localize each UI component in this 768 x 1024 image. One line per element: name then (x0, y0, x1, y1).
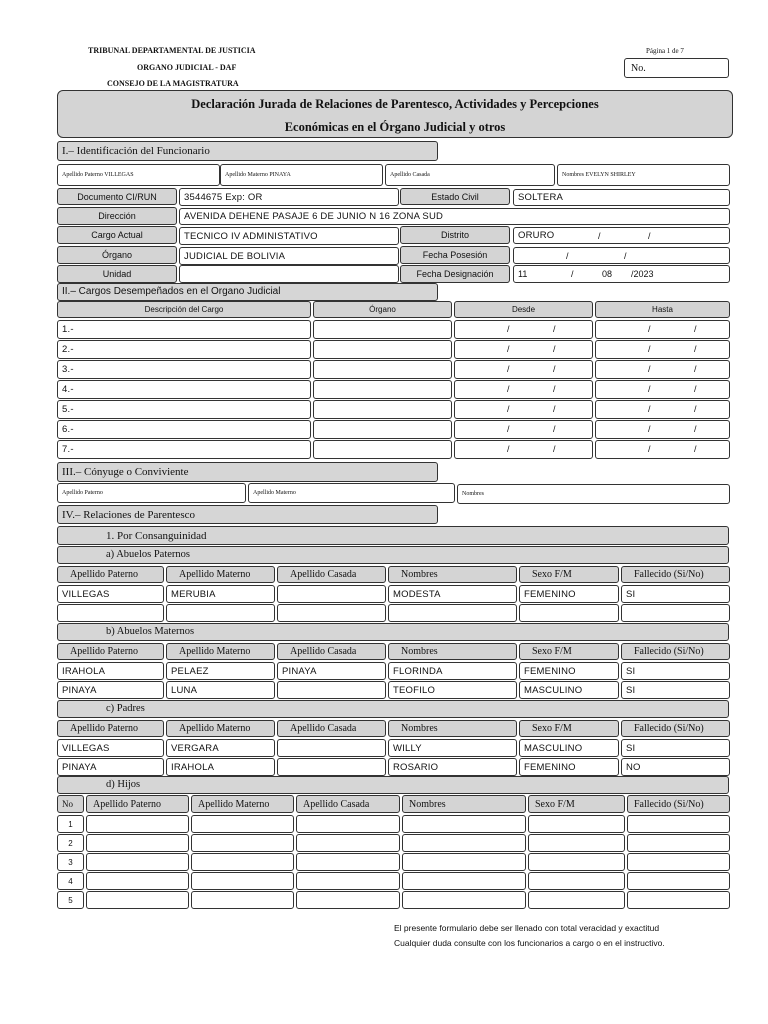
hijo-fallecido-field[interactable] (627, 872, 730, 890)
hijo-nombres-field[interactable] (402, 815, 526, 833)
hijo-nombres-field[interactable] (402, 891, 526, 909)
unidad-label: Unidad (57, 265, 177, 283)
cargo-hasta-field[interactable] (595, 440, 730, 459)
col-hasta: Hasta (595, 301, 730, 318)
hijo-sexo-field[interactable] (528, 834, 625, 852)
cargo-hasta-field[interactable] (595, 380, 730, 399)
hijo-apellido-casada-field[interactable] (296, 872, 400, 890)
abuelos-paternos-nombres-field[interactable]: MODESTA (388, 585, 517, 603)
date-separator: / (571, 269, 574, 279)
hijo-fallecido-field[interactable] (627, 815, 730, 833)
date-separator: / (553, 444, 556, 454)
organo-label: Órgano (57, 246, 177, 264)
direccion-field[interactable]: AVENIDA DEHENE PASAJE 6 DE JUNIO N 16 ZONA SUD (179, 208, 730, 225)
abuelos-paternos-apellido-materno-field[interactable]: MERUBIA (166, 585, 275, 603)
cargo-desde-field[interactable] (454, 420, 593, 439)
hijo-row-number: 5 (57, 891, 84, 909)
date-separator: / (553, 364, 556, 374)
form-title-line1: Declaración Jurada de Relaciones de Parentesco, Actividades y Percepciones (191, 97, 599, 111)
date-separator: / (694, 324, 697, 334)
cargo-desde-field[interactable] (454, 340, 593, 359)
date-separator: / (648, 384, 651, 394)
abuelos-paternos-fallecido-field[interactable]: SI (621, 585, 730, 603)
form-number-label: No. (631, 63, 646, 74)
cargo-organo-field[interactable] (313, 400, 452, 419)
form-title (57, 90, 733, 138)
date-separator: / (507, 344, 510, 354)
cargo-organo-field[interactable] (313, 340, 452, 359)
col-nombres: Nombres (388, 566, 517, 583)
padres-apellido-casada-field[interactable] (277, 739, 386, 757)
cargo-label: Cargo Actual (57, 226, 177, 244)
padres-fallecido-field[interactable]: SI (621, 739, 730, 757)
cargo-organo-field[interactable] (313, 320, 452, 339)
date-separator: / (648, 231, 651, 241)
estado-civil-field[interactable]: SOLTERA (513, 189, 730, 206)
documento-label: Documento CI/RUN (57, 188, 177, 205)
form-title-line2: Económicas en el Órgano Judicial y otros (284, 120, 506, 134)
date-separator: / (553, 404, 556, 414)
padres-nombres-field[interactable]: ROSARIO (388, 758, 517, 776)
abuelos-paternos-sexo-field[interactable] (519, 604, 619, 622)
hijo-sexo-field[interactable] (528, 872, 625, 890)
hijo-sexo-field[interactable] (528, 853, 625, 871)
date-separator: / (648, 344, 651, 354)
padres-apellido-casada-field[interactable] (277, 758, 386, 776)
cargo-descripcion-field[interactable] (57, 360, 311, 379)
hijo-sexo-field[interactable] (528, 891, 625, 909)
hijo-apellido-materno-field[interactable] (191, 853, 294, 871)
organo-field[interactable]: JUDICIAL DE BOLIVIA (179, 247, 399, 265)
conyuge-apellido-materno-field[interactable]: Apellido Materno (248, 483, 455, 503)
consanguinidad-title: 1. Por Consanguinidad (57, 526, 729, 545)
section-parentesco-title: IV.– Relaciones de Parentesco (57, 505, 438, 524)
abuelos-paternos-nombres-field[interactable] (388, 604, 517, 622)
cargo-desde-field[interactable] (454, 400, 593, 419)
cargo-field[interactable]: TECNICO IV ADMINISTATIVO (179, 227, 399, 245)
cargo-hasta-field[interactable] (595, 400, 730, 419)
hijo-row-number: 1 (57, 815, 84, 833)
cargo-row-number: 4.- (62, 384, 74, 395)
hijo-apellido-casada-field[interactable] (296, 853, 400, 871)
abuelos-maternos-title: b) Abuelos Maternos (57, 623, 729, 641)
cargo-row-number: 5.- (62, 404, 74, 415)
date-separator: / (507, 364, 510, 374)
padres-apellido-materno-field[interactable]: IRAHOLA (166, 758, 275, 776)
cargo-desde-field[interactable] (454, 380, 593, 399)
cargo-hasta-field[interactable] (595, 360, 730, 379)
hijos-col-fallecido: Fallecido (Si/No) (627, 795, 730, 813)
col-sexo: Sexo F/M (519, 720, 619, 737)
col-apellido-casada: Apellido Casada (277, 643, 386, 660)
form-number-field[interactable] (624, 58, 729, 78)
padres-sexo-field[interactable]: FEMENINO (519, 758, 619, 776)
hijo-fallecido-field[interactable] (627, 853, 730, 871)
hijo-apellido-materno-field[interactable] (191, 872, 294, 890)
hijos-col-no: No (57, 795, 84, 813)
hijos-col-sexo: Sexo F/M (528, 795, 625, 813)
col-sexo: Sexo F/M (519, 643, 619, 660)
date-separator: / (507, 324, 510, 334)
padres-fallecido-field[interactable]: NO (621, 758, 730, 776)
date-separator: / (553, 344, 556, 354)
col-sexo: Sexo F/M (519, 566, 619, 583)
hijos-col-apellido-paterno: Apellido Paterno (86, 795, 189, 813)
date-separator: / (648, 364, 651, 374)
date-separator: / (553, 424, 556, 434)
abuelos-maternos-apellido-casada-field[interactable]: PINAYA (277, 662, 386, 680)
abuelos-maternos-sexo-field[interactable]: FEMENINO (519, 662, 619, 680)
date-separator: / (694, 444, 697, 454)
apellido-materno-field[interactable]: Apellido Materno PINAYA (220, 164, 383, 186)
footer-note-veracidad: El presente formulario debe ser llenado con total veracidad y exactitud (394, 923, 660, 933)
conyuge-nombres-field[interactable]: Nombres (457, 484, 730, 504)
cargo-row-number: 3.- (62, 364, 74, 375)
hijo-apellido-casada-field[interactable] (296, 891, 400, 909)
col-apellido-paterno: Apellido Paterno (57, 643, 164, 660)
date-separator: / (566, 251, 569, 261)
date-separator: / (624, 251, 627, 261)
abuelos-paternos-apellido-paterno-field[interactable] (57, 604, 164, 622)
section-cargos-title: II.– Cargos Desempeñados en el Organo Judicial (57, 283, 438, 301)
cargo-desde-field[interactable] (454, 360, 593, 379)
cargo-row-number: 1.- (62, 324, 74, 335)
date-separator: / (507, 424, 510, 434)
distrito-field[interactable] (513, 227, 730, 244)
hijo-nombres-field[interactable] (402, 834, 526, 852)
cargo-organo-field[interactable] (313, 420, 452, 439)
distrito-label: Distrito (400, 226, 510, 244)
cargo-organo-field[interactable] (313, 440, 452, 459)
cargo-descripcion-field[interactable] (57, 420, 311, 439)
padres-apellido-paterno-field[interactable]: PINAYA (57, 758, 164, 776)
apellido-paterno-field[interactable]: Apellido Paterno VILLEGAS (57, 164, 220, 186)
col-descripcion-cargo: Descripción del Cargo (57, 301, 311, 318)
fecha-posesion-label: Fecha Posesión (400, 246, 510, 264)
direccion-label: Dirección (57, 207, 177, 225)
hijo-fallecido-field[interactable] (627, 891, 730, 909)
abuelos-maternos-nombres-field[interactable]: TEOFILO (388, 681, 517, 699)
fecha-designacion-month: 08 (602, 269, 613, 279)
padres-apellido-paterno-field[interactable]: VILLEGAS (57, 739, 164, 757)
col-fallecido: Fallecido (Si/No) (621, 720, 730, 737)
header-consejo: CONSEJO DE LA MAGISTRATURA (107, 79, 239, 88)
col-nombres: Nombres (388, 720, 517, 737)
cargo-descripcion-field[interactable] (57, 440, 311, 459)
col-apellido-casada: Apellido Casada (277, 720, 386, 737)
col-apellido-casada: Apellido Casada (277, 566, 386, 583)
hijo-sexo-field[interactable] (528, 815, 625, 833)
date-separator: / (694, 424, 697, 434)
fecha-designacion-year: /2023 (631, 269, 654, 279)
col-apellido-materno: Apellido Materno (166, 643, 275, 660)
hijo-apellido-paterno-field[interactable] (86, 872, 189, 890)
cargo-desde-field[interactable] (454, 320, 593, 339)
estado-civil-label: Estado Civil (400, 188, 510, 205)
abuelos-paternos-fallecido-field[interactable] (621, 604, 730, 622)
abuelos-paternos-title: a) Abuelos Paternos (57, 546, 729, 564)
nombres-field[interactable]: Nombres EVELYN SHIRLEY (557, 164, 730, 186)
col-fallecido: Fallecido (Si/No) (621, 643, 730, 660)
date-separator: / (553, 384, 556, 394)
date-separator: / (694, 364, 697, 374)
hijos-title: d) Hijos (57, 776, 729, 794)
col-desde: Desde (454, 301, 593, 318)
cargo-descripcion-field[interactable] (57, 340, 311, 359)
page-number: Página 1 de 7 (646, 47, 684, 55)
abuelos-maternos-apellido-paterno-field[interactable]: PINAYA (57, 681, 164, 699)
col-fallecido: Fallecido (Si/No) (621, 566, 730, 583)
col-apellido-materno: Apellido Materno (166, 566, 275, 583)
hijo-apellido-materno-field[interactable] (191, 815, 294, 833)
documento-field[interactable]: 3544675 Exp: OR (179, 188, 399, 206)
date-separator: / (648, 444, 651, 454)
abuelos-maternos-apellido-materno-field[interactable]: PELAEZ (166, 662, 275, 680)
hijo-apellido-casada-field[interactable] (296, 815, 400, 833)
date-separator: / (694, 404, 697, 414)
abuelos-maternos-apellido-materno-field[interactable]: LUNA (166, 681, 275, 699)
fecha-designacion-field[interactable] (513, 265, 730, 283)
hijos-col-apellido-casada: Apellido Casada (296, 795, 400, 813)
header-organo: ORGANO JUDICIAL - DAF (137, 63, 237, 72)
fecha-designacion-label: Fecha Designación (400, 265, 510, 283)
col-apellido-paterno: Apellido Paterno (57, 720, 164, 737)
cargo-row-number: 2.- (62, 344, 74, 355)
date-separator: / (648, 424, 651, 434)
cargo-hasta-field[interactable] (595, 320, 730, 339)
abuelos-paternos-apellido-casada-field[interactable] (277, 604, 386, 622)
hijos-col-nombres: Nombres (402, 795, 526, 813)
padres-apellido-materno-field[interactable]: VERGARA (166, 739, 275, 757)
abuelos-paternos-sexo-field[interactable]: FEMENINO (519, 585, 619, 603)
col-apellido-paterno: Apellido Paterno (57, 566, 164, 583)
unidad-field[interactable] (179, 265, 399, 283)
date-separator: / (694, 344, 697, 354)
hijo-apellido-materno-field[interactable] (191, 891, 294, 909)
hijos-col-apellido-materno: Apellido Materno (191, 795, 294, 813)
hijo-row-number: 3 (57, 853, 84, 871)
hijo-apellido-materno-field[interactable] (191, 834, 294, 852)
date-separator: / (598, 231, 601, 241)
hijo-row-number: 4 (57, 872, 84, 890)
date-separator: / (553, 324, 556, 334)
abuelos-maternos-apellido-paterno-field[interactable]: IRAHOLA (57, 662, 164, 680)
abuelos-maternos-fallecido-field[interactable]: SI (621, 662, 730, 680)
cargo-row-number: 6.- (62, 424, 74, 435)
hijo-nombres-field[interactable] (402, 853, 526, 871)
abuelos-maternos-fallecido-field[interactable]: SI (621, 681, 730, 699)
abuelos-maternos-sexo-field[interactable]: MASCULINO (519, 681, 619, 699)
padres-nombres-field[interactable]: WILLY (388, 739, 517, 757)
abuelos-paternos-apellido-paterno-field[interactable]: VILLEGAS (57, 585, 164, 603)
cargo-descripcion-field[interactable] (57, 400, 311, 419)
section-identificacion-title: I.– Identificación del Funcionario (57, 141, 438, 161)
abuelos-paternos-apellido-casada-field[interactable] (277, 585, 386, 603)
date-separator: / (507, 444, 510, 454)
hijo-apellido-paterno-field[interactable] (86, 891, 189, 909)
conyuge-apellido-paterno-field[interactable]: Apellido Paterno (57, 483, 246, 503)
cargo-hasta-field[interactable] (595, 340, 730, 359)
cargo-desde-field[interactable] (454, 440, 593, 459)
cargo-organo-field[interactable] (313, 360, 452, 379)
col-nombres: Nombres (388, 643, 517, 660)
hijo-row-number: 2 (57, 834, 84, 852)
hijo-apellido-paterno-field[interactable] (86, 815, 189, 833)
footer-note-consulta: Cualquier duda consulte con los funcionarios a cargo o en el instructivo. (394, 938, 665, 948)
col-organo: Órgano (313, 301, 452, 318)
abuelos-maternos-nombres-field[interactable]: FLORINDA (388, 662, 517, 680)
cargo-descripcion-field[interactable] (57, 380, 311, 399)
cargo-hasta-field[interactable] (595, 420, 730, 439)
abuelos-paternos-apellido-materno-field[interactable] (166, 604, 275, 622)
cargo-organo-field[interactable] (313, 380, 452, 399)
cargo-row-number: 7.- (62, 444, 74, 455)
distrito-value: ORURO (518, 230, 555, 241)
date-separator: / (648, 404, 651, 414)
apellido-casada-field[interactable]: Apellido Casada (385, 164, 555, 186)
hijo-apellido-casada-field[interactable] (296, 834, 400, 852)
hijo-apellido-paterno-field[interactable] (86, 853, 189, 871)
abuelos-maternos-apellido-casada-field[interactable] (277, 681, 386, 699)
date-separator: / (648, 324, 651, 334)
section-conyuge-title: III.– Cónyuge o Conviviente (57, 462, 438, 482)
fecha-posesion-field[interactable] (513, 247, 730, 264)
date-separator: / (694, 384, 697, 394)
cargo-descripcion-field[interactable] (57, 320, 311, 339)
fecha-designacion-day: 11 (518, 269, 528, 279)
hijo-apellido-paterno-field[interactable] (86, 834, 189, 852)
date-separator: / (507, 404, 510, 414)
col-apellido-materno: Apellido Materno (166, 720, 275, 737)
date-separator: / (507, 384, 510, 394)
padres-title: c) Padres (57, 700, 729, 718)
header-tribunal: TRIBUNAL DEPARTAMENTAL DE JUSTICIA (88, 46, 256, 55)
padres-sexo-field[interactable]: MASCULINO (519, 739, 619, 757)
hijo-fallecido-field[interactable] (627, 834, 730, 852)
hijo-nombres-field[interactable] (402, 872, 526, 890)
